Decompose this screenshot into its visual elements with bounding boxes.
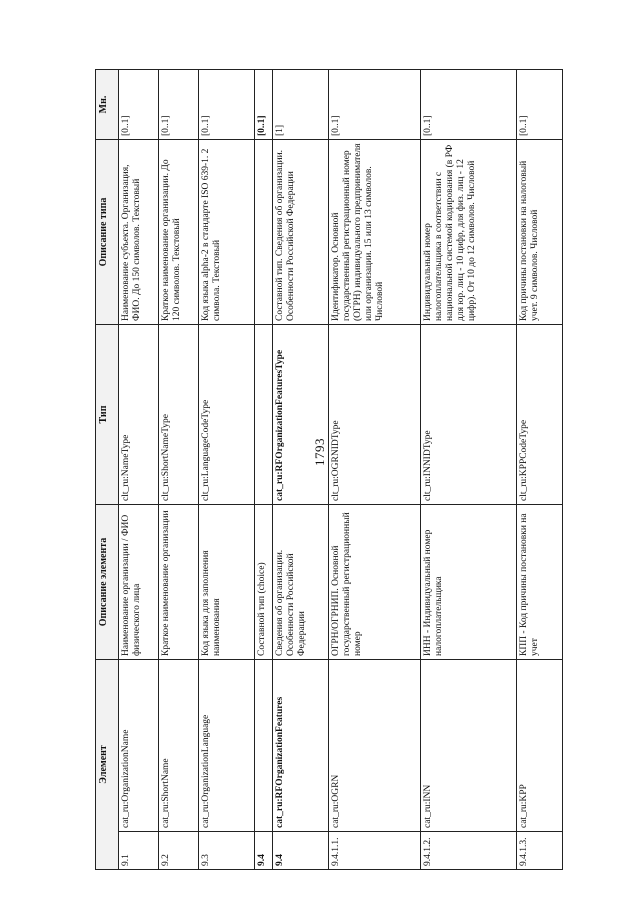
row-element: cat_ru:ShortName — [159, 660, 199, 832]
header-element-desc: Описание элемента — [96, 505, 119, 660]
header-type-desc: Описание типа — [96, 140, 119, 325]
page-number: 1793 — [312, 438, 327, 466]
table-row — [517, 70, 563, 870]
elements-table — [95, 69, 563, 870]
row-type-desc — [255, 140, 273, 325]
document-sheet — [95, 70, 555, 870]
row-number: 9.3 — [199, 832, 255, 870]
row-element-desc: ИНН - Индивидуальный номер налогоплательщика — [421, 505, 517, 660]
row-type: cat_ru:RFOrganizationFeaturesType — [273, 325, 329, 505]
row-element: cat_ru:OrganizationName — [119, 660, 159, 832]
row-type: clt_ru:OGRNIDType — [329, 325, 421, 505]
row-type-desc: Индивидуальный номер налогоплательщика в соответствии с национальной системой кодирования (в РФ для юр. лиц - 10 цифр, для физ. лиц - 12 цифр). От 10 до 12 символов. Числовой — [421, 140, 517, 325]
table-row — [329, 70, 421, 870]
row-element-desc: Код языка для заполнения наименования — [199, 505, 255, 660]
row-mult: [0..1] — [421, 70, 517, 140]
row-mult: [0..1] — [255, 70, 273, 140]
row-element: cat_ru:OrganizationLanguage — [199, 660, 255, 832]
row-type-desc: Код языка alpha-2 в стандарте ISO 639-1. 2 символа. Текстовый — [199, 140, 255, 325]
row-number: 9.2 — [159, 832, 199, 870]
row-mult: [0..1] — [199, 70, 255, 140]
row-element: cat_ru:INN — [421, 660, 517, 832]
row-type-desc: Код причины постановки на налоговый учет. 9 символов. Числовой — [517, 140, 563, 325]
header-mult: Мн. — [96, 70, 119, 140]
table-row — [159, 70, 199, 870]
table-row — [119, 70, 159, 870]
row-number: 9.4.1.2. — [421, 832, 517, 870]
row-type: clt_ru:LanguageCodeType — [199, 325, 255, 505]
header-type: Тип — [96, 325, 119, 505]
row-type: clt_ru:NameType — [119, 325, 159, 505]
header-element: Элемент — [96, 660, 119, 870]
row-type-desc: Идентификатор. Основной государственный регистрационный номер (ОГРН) индивидуального предпринимателя или организации. 15 или 13 символов. Числовой — [329, 140, 421, 325]
table-row — [255, 70, 273, 870]
row-mult: [0..1] — [517, 70, 563, 140]
row-element-desc: Составной тип (choice) — [255, 505, 273, 660]
row-element-desc: Сведения об организации. Особенности Российской Федерации — [273, 505, 329, 660]
row-type: clt_ru:KPPCodeType — [517, 325, 563, 505]
row-element-desc: Краткое наименование организации — [159, 505, 199, 660]
row-type: clt_ru:INNIDType — [421, 325, 517, 505]
row-mult: [0..1] — [159, 70, 199, 140]
row-element: cat_ru:RFOrganizationFeatures — [273, 660, 329, 832]
row-type — [255, 325, 273, 505]
table-row — [273, 70, 329, 870]
table-header-row — [96, 70, 119, 870]
row-number: 9.4.1.3. — [517, 832, 563, 870]
row-element-desc: ОГРН/ОГРНИП. Основной государственный регистрационный номер — [329, 505, 421, 660]
row-mult: [0..1] — [329, 70, 421, 140]
row-element-desc: Наименование организации / ФИО физического лица — [119, 505, 159, 660]
row-type-desc: Краткое наименование организации. До 120 символов. Текстовый — [159, 140, 199, 325]
row-element: cat_ru:OGRN — [329, 660, 421, 832]
row-type-desc: Наименование субъекта. Организация, ФИО. До 150 символов. Текстовый — [119, 140, 159, 325]
row-number: 9.4 — [273, 832, 329, 870]
row-number: 9.4 — [255, 832, 273, 870]
row-type: clt_ru:ShortNameType — [159, 325, 199, 505]
row-number: 9.4.1.1. — [329, 832, 421, 870]
row-mult: [0..1] — [119, 70, 159, 140]
row-element-desc: КПП - Код причины постановки на учет — [517, 505, 563, 660]
row-mult: [1] — [273, 70, 329, 140]
row-element — [255, 660, 273, 832]
table-row — [199, 70, 255, 870]
table-row — [421, 70, 517, 870]
row-element: cat_ru:KPP — [517, 660, 563, 832]
row-number: 9.1 — [119, 832, 159, 870]
row-type-desc: Составной тип. Сведения об организации. Особенности Российской Федерации — [273, 140, 329, 325]
